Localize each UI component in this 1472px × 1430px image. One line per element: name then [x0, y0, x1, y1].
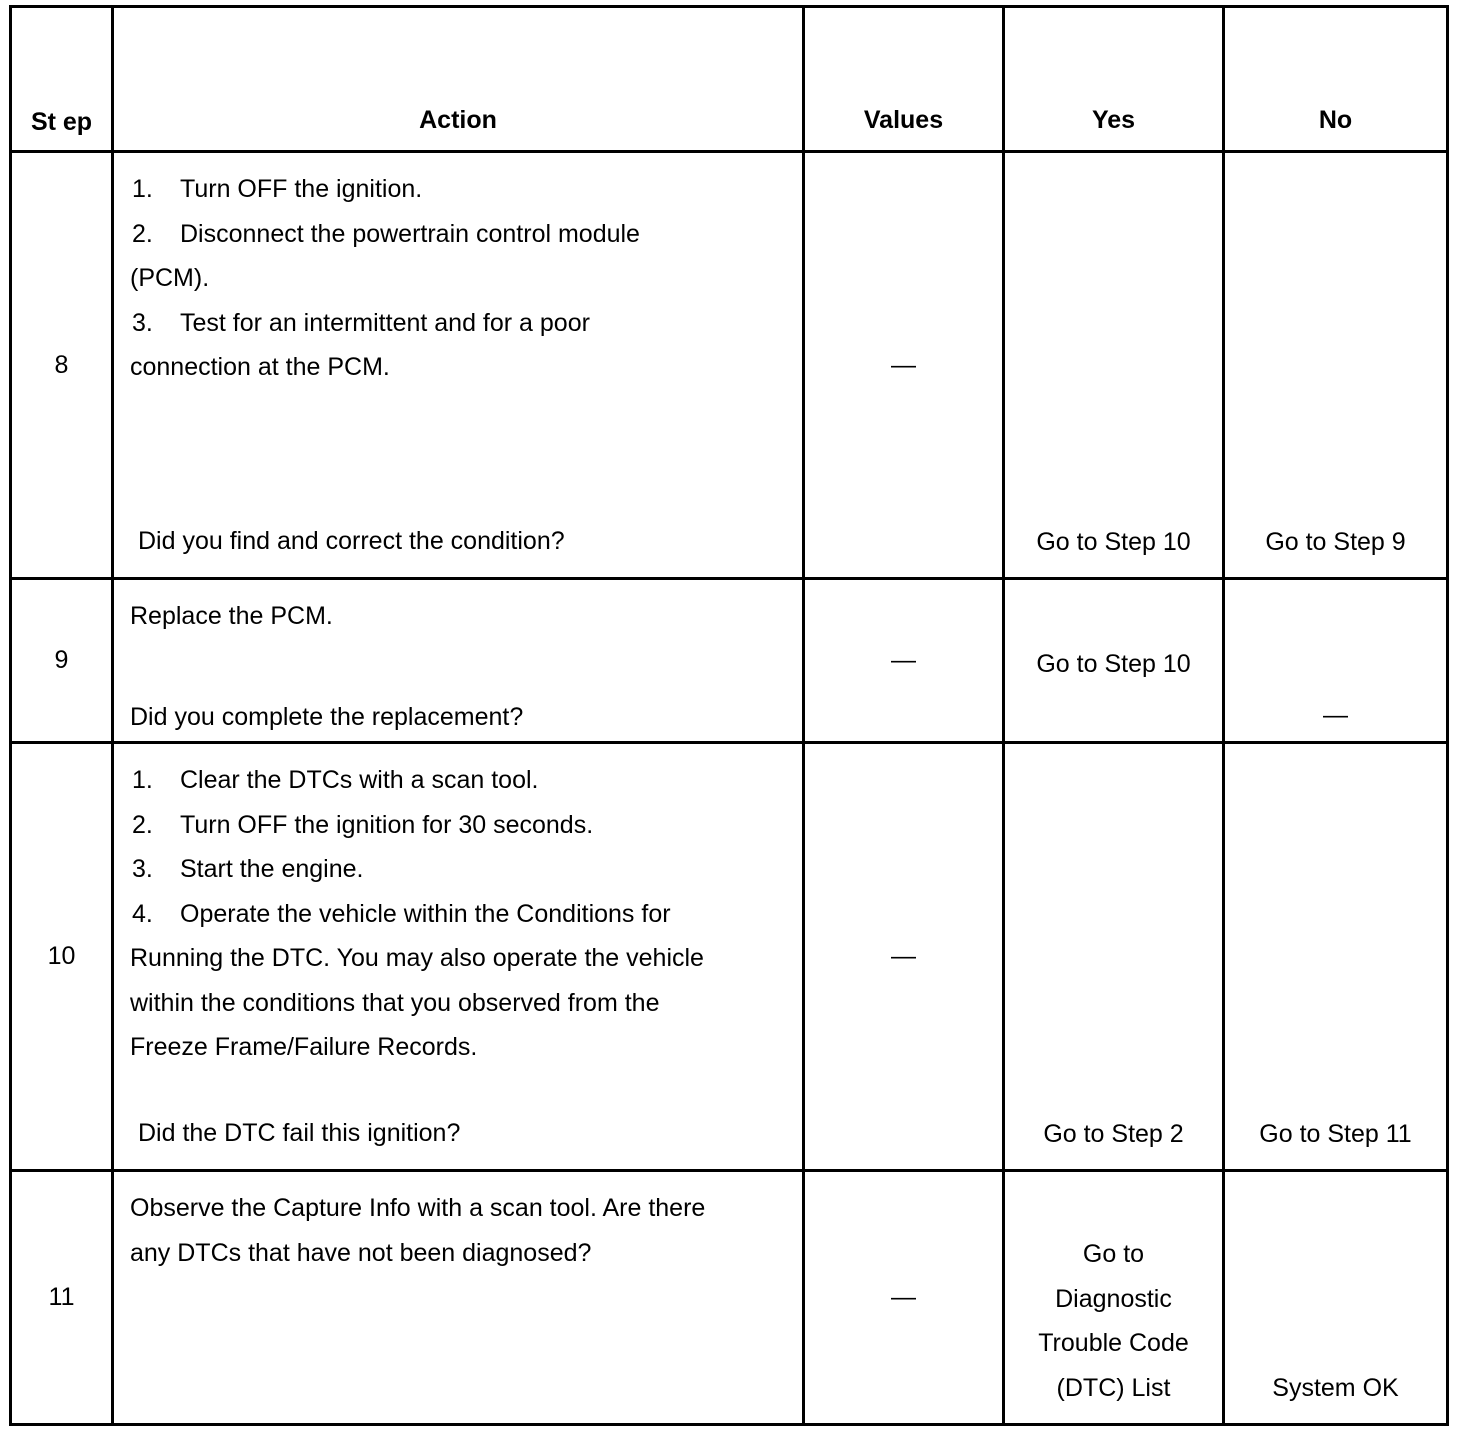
step-number: 9	[11, 579, 113, 743]
action-question: Did you complete the replacement?	[130, 702, 524, 731]
action-question: Did the DTC fail this ignition?	[138, 1118, 461, 1147]
diagnostic-table-container	[9, 5, 1446, 1423]
action-text: Observe the Capture Info with a scan tool. Are there any DTCs that have not been diagnosed?	[130, 1194, 706, 1267]
table-row-step-8	[11, 152, 1448, 579]
yes-cell: Go to Step 10	[1004, 152, 1224, 579]
no-cell: System OK	[1224, 1171, 1448, 1425]
action-item	[130, 803, 712, 848]
action-item-text: Turn OFF the ignition for 30 seconds.	[180, 810, 594, 839]
header-yes: Yes	[1004, 7, 1224, 152]
action-item-text: Clear the DTCs with a scan tool.	[180, 766, 539, 794]
action-text: Replace the PCM.	[130, 602, 333, 630]
yes-cell: Go to Step 2	[1004, 743, 1224, 1171]
action-list	[130, 167, 712, 390]
table-row-step-9	[11, 579, 1448, 743]
step-number: 11	[11, 1171, 113, 1425]
action-item	[130, 301, 712, 390]
no-cell: —	[1224, 579, 1448, 743]
yes-cell: Go to Diagnostic Trouble Code (DTC) List	[1004, 1171, 1224, 1425]
action-cell	[113, 152, 804, 579]
action-item	[130, 167, 712, 212]
action-item-number: 3.	[132, 855, 153, 883]
header-no: No	[1224, 7, 1448, 152]
action-item-number: 1.	[132, 766, 153, 794]
action-item-text: Start the engine.	[180, 855, 364, 883]
action-item	[130, 758, 712, 803]
yes-cell: Go to Step 10	[1004, 579, 1224, 743]
no-cell: Go to Step 11	[1224, 743, 1448, 1171]
action-item-number: 4.	[132, 899, 153, 928]
action-list	[130, 758, 712, 1070]
action-item	[130, 847, 712, 892]
action-item-number: 3.	[132, 308, 153, 337]
action-item-number: 2.	[132, 810, 153, 839]
action-cell	[113, 579, 804, 743]
values-cell: —	[804, 579, 1004, 743]
header-step: St ep	[11, 7, 113, 152]
header-action: Action	[113, 7, 804, 152]
values-cell: —	[804, 743, 1004, 1171]
step-number: 10	[11, 743, 113, 1171]
action-item-text: Test for an intermittent and for a poor connection at the PCM.	[130, 308, 590, 381]
step-number: 8	[11, 152, 113, 579]
action-item-text: Disconnect the powertrain control module (PCM).	[130, 219, 640, 292]
action-question: Did you find and correct the condition?	[138, 526, 565, 555]
action-item-number: 1.	[132, 175, 153, 203]
table-row-step-11	[11, 1171, 1448, 1425]
action-cell	[113, 1171, 804, 1425]
values-cell: —	[804, 152, 1004, 579]
action-item	[130, 892, 712, 1070]
table-row-step-10	[11, 743, 1448, 1171]
no-cell: Go to Step 9	[1224, 152, 1448, 579]
action-item-text: Operate the vehicle within the Conditions for Running the DTC. You may also operate the vehicle within the conditions that you observed from the Freeze Frame/Failure Records.	[130, 899, 704, 1061]
action-item-number: 2.	[132, 219, 153, 248]
table-header-row	[11, 7, 1448, 152]
header-values: Values	[804, 7, 1004, 152]
action-item-text: Turn OFF the ignition.	[180, 175, 423, 203]
action-item	[130, 212, 712, 301]
action-cell	[113, 743, 804, 1171]
diagnostic-table	[9, 5, 1449, 1426]
values-cell: —	[804, 1171, 1004, 1425]
